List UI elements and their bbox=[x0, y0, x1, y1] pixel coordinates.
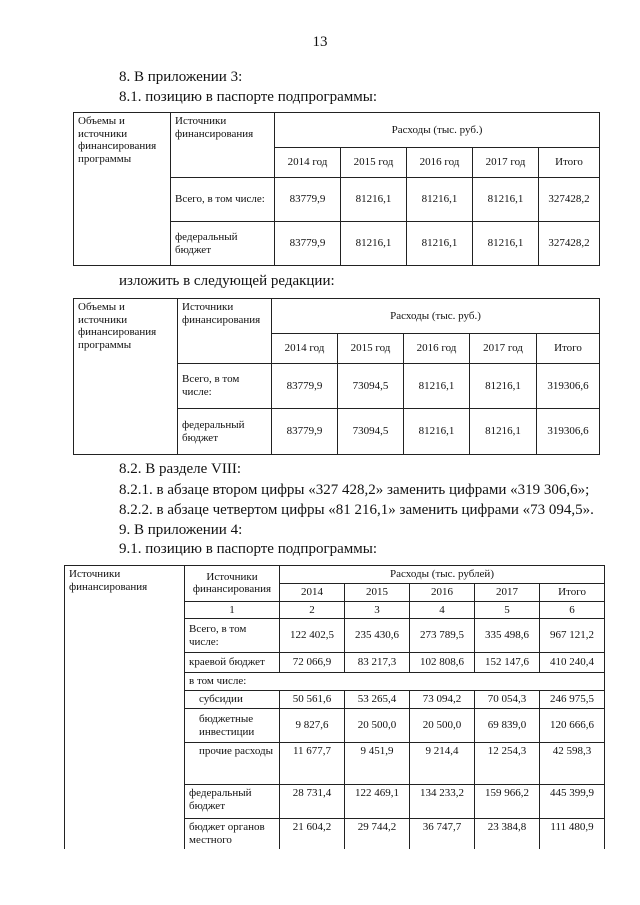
value-cell: 122 469,1 bbox=[345, 785, 410, 819]
value-cell: 319306,6 bbox=[537, 364, 600, 409]
table3-year-cell: 2015 bbox=[345, 584, 410, 602]
value-cell: 53 265,4 bbox=[345, 691, 410, 709]
table3-year-cell: 2017 bbox=[475, 584, 540, 602]
value-cell: 327428,2 bbox=[539, 178, 600, 222]
page-number: 13 bbox=[312, 34, 328, 50]
value-cell: 29 744,2 bbox=[345, 819, 410, 849]
value-cell: 81216,1 bbox=[404, 409, 470, 455]
value-cell: 159 966,2 bbox=[475, 785, 540, 819]
value-cell: 83779,9 bbox=[272, 364, 338, 409]
value-cell: 20 500,0 bbox=[410, 709, 475, 743]
row-label: краевой бюджет bbox=[185, 653, 280, 673]
value-cell: 81216,1 bbox=[473, 178, 539, 222]
value-cell: 50 561,6 bbox=[280, 691, 345, 709]
value-cell: 967 121,2 bbox=[540, 619, 605, 653]
table2-year-cell: 2015 год bbox=[338, 334, 404, 364]
value-cell: 81216,1 bbox=[341, 222, 407, 266]
value-cell: 83 217,3 bbox=[345, 653, 410, 673]
table1-year-cell: 2014 год bbox=[275, 148, 341, 178]
column-number: 5 bbox=[475, 601, 540, 619]
value-cell: 327428,2 bbox=[539, 222, 600, 266]
column-number: 2 bbox=[280, 601, 345, 619]
row-label: прочие расходы bbox=[185, 743, 280, 785]
value-cell: 72 066,9 bbox=[280, 653, 345, 673]
value-cell: 21 604,2 bbox=[280, 819, 345, 849]
table2-first-cell: Объемы и источники финансирования программы bbox=[74, 299, 178, 455]
table2-year-cell: Итого bbox=[537, 334, 600, 364]
value-cell: 81216,1 bbox=[407, 178, 473, 222]
value-cell: 83779,9 bbox=[275, 178, 341, 222]
value-cell: 122 402,5 bbox=[280, 619, 345, 653]
table1-year-cell: 2017 год bbox=[473, 148, 539, 178]
value-cell: 20 500,0 bbox=[345, 709, 410, 743]
value-cell: 9 214,4 bbox=[410, 743, 475, 785]
table1-year-cell: Итого bbox=[539, 148, 600, 178]
table3-expenses-header: Расходы (тыс. рублей) bbox=[280, 566, 605, 584]
row-label: федеральный бюджет bbox=[178, 409, 272, 455]
table-passport-app4 bbox=[64, 565, 605, 849]
value-cell: 23 384,8 bbox=[475, 819, 540, 849]
table1-first-cell: Объемы и источники финансирования программы bbox=[74, 113, 171, 266]
table2-year-cell: 2017 год bbox=[470, 334, 537, 364]
section-8-heading: 8. В приложении 3: bbox=[119, 69, 243, 85]
value-cell: 9 827,6 bbox=[280, 709, 345, 743]
value-cell: 111 480,9 bbox=[540, 819, 605, 849]
value-cell: 83779,9 bbox=[275, 222, 341, 266]
value-cell: 81216,1 bbox=[404, 364, 470, 409]
item-8-1: 8.1. позицию в паспорте подпрограммы: bbox=[119, 89, 378, 105]
row-label: Всего, в том числе: bbox=[178, 364, 272, 409]
table-passport-old bbox=[73, 112, 600, 266]
table1-source-header: Источники финансирования bbox=[171, 113, 275, 178]
table3-year-cell: Итого bbox=[540, 584, 605, 602]
value-cell: 319306,6 bbox=[537, 409, 600, 455]
table3-year-cell: 2016 bbox=[410, 584, 475, 602]
table1-year-cell: 2016 год bbox=[407, 148, 473, 178]
table3-first-cell: Источники финансирования bbox=[65, 566, 185, 849]
value-cell: 273 789,5 bbox=[410, 619, 475, 653]
value-cell: 36 747,7 bbox=[410, 819, 475, 849]
table-passport-new bbox=[73, 298, 600, 455]
value-cell: 120 666,6 bbox=[540, 709, 605, 743]
new-edition-caption: изложить в следующей редакции: bbox=[119, 273, 335, 289]
section-8-2-heading: 8.2. В разделе VIII: bbox=[119, 461, 241, 477]
section-9-heading: 9. В приложении 4: bbox=[119, 522, 243, 538]
table1-expenses-header: Расходы (тыс. руб.) bbox=[275, 113, 600, 148]
column-number: 4 bbox=[410, 601, 475, 619]
table2-source-header: Источники финансирования bbox=[178, 299, 272, 364]
row-label: Всего, в том числе: bbox=[185, 619, 280, 653]
row-label: Всего, в том числе: bbox=[171, 178, 275, 222]
column-number: 3 bbox=[345, 601, 410, 619]
value-cell: 9 451,9 bbox=[345, 743, 410, 785]
value-cell: 81216,1 bbox=[470, 364, 537, 409]
item-8-2-1: 8.2.1. в абзаце втором цифры «327 428,2» заменить цифрами «319 306,6»; bbox=[119, 482, 590, 498]
table2-expenses-header: Расходы (тыс. руб.) bbox=[272, 299, 600, 334]
value-cell: 81216,1 bbox=[470, 409, 537, 455]
row-label: субсидии bbox=[185, 691, 280, 709]
value-cell: 42 598,3 bbox=[540, 743, 605, 785]
table2-year-cell: 2014 год bbox=[272, 334, 338, 364]
value-cell: 81216,1 bbox=[473, 222, 539, 266]
value-cell: 152 147,6 bbox=[475, 653, 540, 673]
value-cell: 410 240,4 bbox=[540, 653, 605, 673]
row-label: бюджет органов местного bbox=[185, 819, 280, 849]
value-cell: 134 233,2 bbox=[410, 785, 475, 819]
column-number: 1 bbox=[185, 601, 280, 619]
row-label: бюджетные инвестиции bbox=[185, 709, 280, 743]
value-cell: 445 399,9 bbox=[540, 785, 605, 819]
item-9-1: 9.1. позицию в паспорте подпрограммы: bbox=[119, 541, 378, 557]
item-8-2-2: 8.2.2. в абзаце четвертом цифры «81 216,1» заменить цифрами «73 094,5». bbox=[119, 502, 594, 518]
table3-source-header: Источники финансирования bbox=[185, 566, 280, 602]
value-cell: 102 808,6 bbox=[410, 653, 475, 673]
value-cell: 73 094,2 bbox=[410, 691, 475, 709]
value-cell: 28 731,4 bbox=[280, 785, 345, 819]
value-cell: 81216,1 bbox=[341, 178, 407, 222]
value-cell: 81216,1 bbox=[407, 222, 473, 266]
table2-year-cell: 2016 год bbox=[404, 334, 470, 364]
row-label: федеральный бюджет bbox=[171, 222, 275, 266]
value-cell: 73094,5 bbox=[338, 409, 404, 455]
row-label: федеральный бюджет bbox=[185, 785, 280, 819]
value-cell: 335 498,6 bbox=[475, 619, 540, 653]
value-cell: 83779,9 bbox=[272, 409, 338, 455]
value-cell: 246 975,5 bbox=[540, 691, 605, 709]
value-cell: 70 054,3 bbox=[475, 691, 540, 709]
table3-year-cell: 2014 bbox=[280, 584, 345, 602]
table1-year-cell: 2015 год bbox=[341, 148, 407, 178]
value-cell: 73094,5 bbox=[338, 364, 404, 409]
value-cell: 69 839,0 bbox=[475, 709, 540, 743]
value-cell: 235 430,6 bbox=[345, 619, 410, 653]
row-label: в том числе: bbox=[185, 673, 605, 691]
column-number: 6 bbox=[540, 601, 605, 619]
value-cell: 12 254,3 bbox=[475, 743, 540, 785]
value-cell: 11 677,7 bbox=[280, 743, 345, 785]
